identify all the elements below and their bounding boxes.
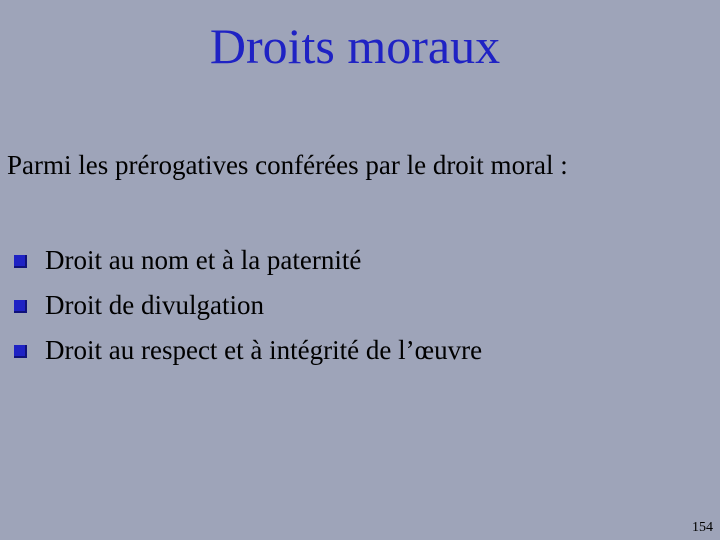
square-bullet-icon bbox=[14, 300, 27, 313]
bullet-text: Droit de divulgation bbox=[45, 290, 264, 320]
intro-text: Parmi les prérogatives conférées par le droit moral : bbox=[7, 150, 568, 180]
square-bullet-icon bbox=[14, 345, 27, 358]
page-number: 154 bbox=[692, 520, 713, 535]
bullet-text: Droit au respect et à intégrité de l’œuvre bbox=[45, 335, 483, 365]
bullet-text: Droit au nom et à la paternité bbox=[45, 245, 362, 275]
slide-title: Droits moraux bbox=[209, 18, 501, 74]
square-bullet-icon bbox=[14, 255, 27, 268]
